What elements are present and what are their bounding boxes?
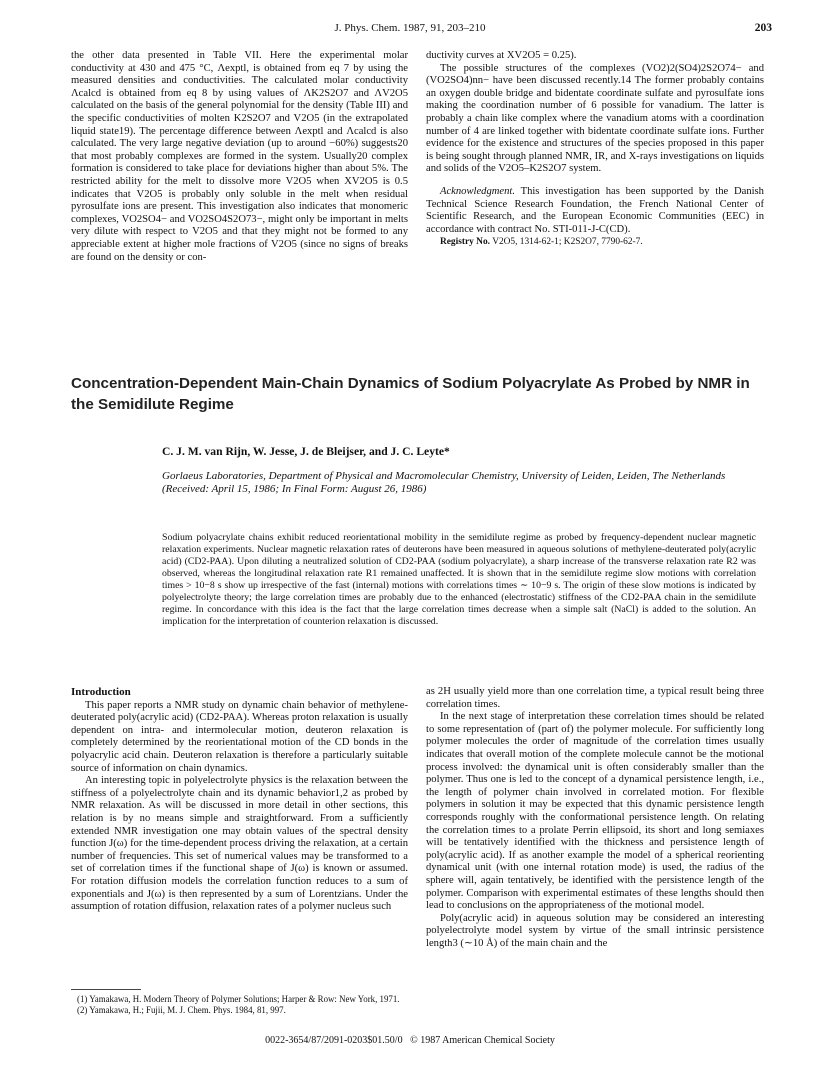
acknowledgment-text: This investigation has been supported by the Danish Technical Science Research Foundation, the French National Center of Scientific Research, and the European Economic Communities (EEC) in accordance with contract No. STI-011-J-C(CD). [426,185,764,235]
article-authors: C. J. M. van Rijn, W. Jesse, J. de Bleijser, and J. C. Leyte* [162,445,450,458]
footnote: (1) Yamakawa, H. Modern Theory of Polymer Solutions; Harper & Row: New York, 1971. [77,994,400,1004]
acknowledgment [426,186,764,236]
footnote-divider [71,989,141,990]
article-affiliation: Gorlaeus Laboratories, Department of Physical and Macromolecular Chemistry, University of Leiden, Leiden, The Netherlands (Received: April 15, 1986; In Final Form: August 26, 1986) [162,470,726,495]
footnotes [71,994,408,1015]
introduction-left-column [71,686,408,914]
page-number: 203 [754,22,772,34]
previous-article-paragraph: The possible structures of the complexes (VO2)2(SO4)2S2O74− and (VO2SO4)nn− have been discussed recently.14 The former probably contains an oxygen double bridge and bidentate coordinate sulfate and pyrosulfate ions making the coordination number of 6 possible for vanadium. The latter is probably a chain like complex where the vanadium atoms with a coordination number of 4 are linked together with bidentate coordinate sulfate ions. Further evidence for the existence and structures of the species proposed in this paper is being sought through planned NMR, IR, and X-rays investigations on liquids and solids of the V2O5–K2S2O7 system. [426,62,764,175]
previous-article-paragraph: ductivity curves at XV2O5 = 0.25). [426,50,577,61]
page-footer [0,1035,820,1048]
registry-label: Registry No. [440,237,490,248]
footer-code: 0022-3654/87/2091-0203$01.50/0 [265,1035,403,1046]
footnote: (2) Yamakawa, H.; Fujii, M. J. Chem. Phys. 1984, 81, 997. [77,1004,286,1015]
article-abstract: Sodium polyacrylate chains exhibit reduced reorientational mobility in the semidilute regime as probed by frequency-dependent nuclear magnetic relaxation experiments. Nuclear magnetic relaxation rates of deuterons have been measured in aqueous solutions of methylene-deuterated poly(acrylic acid) (CD2-PAA). Upon diluting a neutralized solution of CD2-PAA (sodium polyacrylate), a sharp increase of the transverse relaxation rate R2 was observed, whereas the longitudinal relaxation rate R1 remained unaffected. It is shown that in the semidilute regime slow motions with correlation times > 10−8 s show up irrespective of the fast (internal) motions with correlations times ∼ 10−9 s. The origin of these slow motions is indicated by polyelectrolyte theory; the large correlation times are probably due to the enhanced (electrostatic) stiffness of the CD2-PAA chain in the semidilute regime. In concordance with this idea is the fact that the large correlation times decrease when a simple salt (NaCl) is added to the solution. An implication for the interpretation of counterion relaxation is discussed. [162,532,756,627]
previous-article-paragraph: the other data presented in Table VII. Here the experimental molar conductivity at 430 and 475 °C, Λexptl, is obtained from eq 7 by using the measured densities and conductivities. The calculated molar conductivity Λcalcd is obtained from eq 8 by using values of ΛK2S2O7 and ΛV2O5 calculated on the basis of the general polynomial for the density (Table III) and the specific conductivities of molten K2S2O7 and V2O5 (in the extrapolated liquid state19). The percentage difference between Λexptl and Λcalcd is also calculated. The very large negative deviation (up to around −60%) suggests20 that most probably complexes are formed in the system. Usually20 complex formation is considered to take place for deviations higher than about 5%. The restricted ability for the melt to dissolve more V2O5 when XV2O5 is 0.5 indicates that V2O5 is probably only soluble in the melt when residual pyrosulfate ions are present. This investigation also indicates that monomeric complexes, VO2SO4− and VO2SO4S2O73−, might only be important in melts very dilute with respect to V2O5 and that they might not be formed to any appreciable extent at higher mole fractions of V2O5 (since no signs of breaks are found on the density or con- [71,50,408,263]
body-paragraph: This paper reports a NMR study on dynamic chain behavior of methylene-deuterated poly(acrylic acid) (CD2-PAA). Whereas proton relaxation is usually dependent on intra- and intermolecular motion, deuteron relaxation is completely determined by the reorientational motion of the CD bonds in the polyacrylic acid chain. Deuteron relaxation is therefore a particularly suitable source of information on chain dynamics. [71,699,408,774]
body-paragraph: as 2H usually yield more than one correlation time, a typical result being three correlation times. [426,686,764,710]
body-paragraph: An interesting topic in polyelectrolyte physics is the relaxation between the stiffness of a polyelectrolyte chain and its dynamic behavior1,2 as probed by NMR relaxation. As will be discussed in more detail in other sections, this relation is by no means simple and straightforward. From a sufficiently extended NMR investigation one may obtain values of the spectral density function J(ω) for the time-dependent process driving the relaxation, at a certain number of frequencies. This set of numerical values may be transformed to a set of correlation times if the functional shape of J(ω) is known or assumed. For rotation diffusion models the correlation function reduces to a sum of exponentials and J(ω) is then represented by a sum of Lorentzians. Under the assumption of rotation diffusion, relaxation rates of a polymer nucleus such [71,775,408,913]
acknowledgment-label: Acknowledgment. [440,185,516,197]
article-title: Concentration-Dependent Main-Chain Dynamics of Sodium Polyacrylate As Probed by NMR in the Semidilute Regime [71,375,750,413]
section-heading: Introduction [71,686,131,698]
journal-header: J. Phys. Chem. 1987, 91, 203–210 [334,22,486,34]
previous-article-left-column [71,50,408,264]
body-paragraph: Poly(acrylic acid) in aqueous solution may be considered an interesting polyelectrolyte model system by virtue of the small intrinsic persistence length3 (∼10 Å) of the main chain and the [426,912,764,949]
introduction-right-column [426,686,764,950]
registry-numbers [426,236,764,249]
registry-text: V2O5, 1314-62-1; K2S2O7, 7790-62-7. [492,237,643,248]
previous-article-right-column [426,50,764,249]
body-paragraph: In the next stage of interpretation these correlation times should be related to some representation of (part of) the polymer molecule. For sufficiently long polymer molecules the order of magnitude of the correlation times usually indicates that overall motion of the complete molecule cannot be the motional process involved: the dynamical unit is often considerably smaller than the polymer. Thus one is led to the concept of a dynamical persistence length, i.e., the length of polymer chain involved in correlated motion. For flexible polymers in solution it may be expected that this dynamic persistence length corresponds roughly with the conformational persistence length. On relating the correlation times to a prolate Perrin ellipsoid, its short and long semiaxes will be tentatively identified with the thickness and persistence length of poly(acrylic acid). If as another example the model of a spherical reorienting dynamical unit (with one internal rotation mode) is used, the radius of the sphere will, again tentatively, be identified with the persistence length of the polymer. Comparison with experimental estimates of these lengths should then lead to conclusions on the appropriateness of the motional model. [426,711,764,912]
footer-copyright: © 1987 American Chemical Society [410,1035,555,1046]
